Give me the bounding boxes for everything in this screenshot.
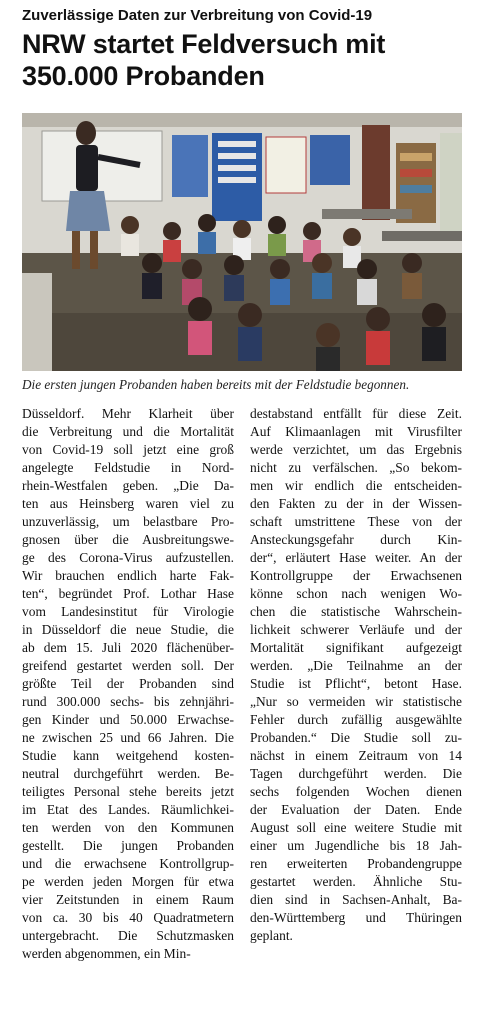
text-line: rhein-Westfalen geben. „Die Da- bbox=[22, 478, 234, 493]
text-line: pe werden jeden Morgen für etwa bbox=[22, 874, 234, 889]
text-line: vier Zeitstunden in einem Raum bbox=[22, 892, 234, 907]
text-line: lichkeit schwerer Verläufe und der bbox=[250, 622, 462, 637]
text-line: größte Teil der Probanden sind bbox=[22, 676, 234, 691]
text-line: unzuverlässig, um belastbare Pro- bbox=[22, 514, 234, 529]
text-line: werden abgenommen, ein Min- bbox=[22, 946, 191, 961]
text-line: rund 300.000 sechs- bis zehnjähri- bbox=[22, 694, 234, 709]
text-line: könne schon nach wenigen Wo- bbox=[250, 586, 462, 601]
text-line: „Nur so vermeiden wir statistische bbox=[250, 694, 462, 709]
text-line: teiligtes Personal stehe bereits jetzt bbox=[22, 784, 234, 799]
text-line: ab dem 15. Juli 2020 flächenüber- bbox=[22, 640, 234, 655]
text-line: der Evaluation der Daten. Ende bbox=[250, 802, 462, 817]
text-line: sechs folgenden Wochen dienen bbox=[250, 784, 462, 799]
photo-caption: Die ersten jungen Probanden haben bereits mit der Feldstudie begonnen. bbox=[22, 377, 410, 392]
text-line: gnosen über die Ausbreitungswe- bbox=[22, 532, 234, 547]
text-line: geplant. bbox=[250, 928, 293, 943]
text-line: Kontrollgruppe der Erwachsenen bbox=[250, 568, 462, 583]
text-line: Fehler durch zufällig ausgewählte bbox=[250, 712, 462, 727]
article-column-1 bbox=[22, 405, 234, 963]
text-line: ren erweiterten Probandengruppe bbox=[250, 856, 462, 871]
text-line: von Covid-19 soll jetzt eine groß bbox=[22, 442, 234, 457]
headline-line-1: NRW startet Feldversuch mit bbox=[22, 29, 386, 59]
text-line: gestellt. Die jungen Probanden bbox=[22, 838, 234, 853]
article-column-2 bbox=[250, 405, 462, 945]
text-line: werden. „Die Teilnahme an der bbox=[250, 658, 462, 673]
headline-line-2: 350.000 Probanden bbox=[22, 61, 265, 91]
text-line: den Fakten zu der in der Wissen- bbox=[250, 496, 462, 511]
text-line: Auf Klimaanlagen mit Virusfilter bbox=[250, 424, 462, 439]
text-line: neutral durchgeführt werden. Be- bbox=[22, 766, 234, 781]
text-line: den-Württemberg und Thüringen bbox=[250, 910, 462, 925]
text-line: werde verzichtet, um das Ergebnis bbox=[250, 442, 462, 457]
text-line: ten werden von den Kommunen bbox=[22, 820, 234, 835]
text-line: untergebracht. Die Schutzmasken bbox=[22, 928, 234, 943]
text-line: chen die statistische Wahrschein- bbox=[250, 604, 462, 619]
text-line: men wir endlich die entscheiden- bbox=[250, 478, 462, 493]
classroom-photo bbox=[22, 113, 462, 371]
text-line: Mortalität signifikant aufgezeigt bbox=[250, 640, 462, 655]
text-line: in Düsseldorf die neue Studie, die bbox=[22, 622, 234, 637]
text-line: destabstand entfällt für diese Zeit. bbox=[250, 406, 462, 421]
article-headline bbox=[22, 28, 462, 92]
text-line: die Verbreitung und die Mortalität bbox=[22, 424, 234, 439]
text-line: greifend gestartet werden soll. Der bbox=[22, 658, 234, 673]
text-line: dien sind in Sachsen-Anhalt, Ba- bbox=[250, 892, 462, 907]
text-line: einer um Jugendliche bis 18 Jah- bbox=[250, 838, 462, 853]
text-line: im Etat des Landes. Räumlichkei- bbox=[22, 802, 234, 817]
text-line: ten“, begründet Prof. Lothar Hase bbox=[22, 586, 234, 601]
text-line: von ca. 30 bis 40 Quadratmetern bbox=[22, 910, 234, 925]
article-kicker: Zuverlässige Daten zur Verbreitung von Covid-19 bbox=[22, 7, 373, 24]
text-line: August soll eine weitere Studie mit bbox=[250, 820, 462, 835]
text-line: Ansteckungsgefahr durch Kin- bbox=[250, 532, 462, 547]
text-line: ne zwischen 25 und 66 Jahren. Die bbox=[22, 730, 234, 745]
text-line: und die erwachsene Kontrollgrup- bbox=[22, 856, 234, 871]
text-line: nicht zu verfälschen. „So bekom- bbox=[250, 460, 462, 475]
text-line: Düsseldorf. Mehr Klarheit über bbox=[22, 406, 234, 421]
text-line: Studie ist Pflicht“, betont Hase. bbox=[250, 676, 462, 691]
text-line: ten aus Heinsberg waren viel zu bbox=[22, 496, 234, 511]
text-line: angelegte Feldstudie in Nord- bbox=[22, 460, 234, 475]
text-line: gen Kinder und 50.000 Erwachse- bbox=[22, 712, 234, 727]
text-line: vom Landesinstitut für Virologie bbox=[22, 604, 234, 619]
text-line: Wir brauchen endlich harte Fak- bbox=[22, 568, 234, 583]
text-line: ge des Corona-Virus aufzustellen. bbox=[22, 550, 234, 565]
text-line: nächst in einem Zeitraum von 14 bbox=[250, 748, 462, 763]
text-line: Studie kann weitgehend kosten- bbox=[22, 748, 234, 763]
text-line: der“, erläutert Hase weiter. An der bbox=[250, 550, 462, 565]
text-line: schaft umstrittene These von der bbox=[250, 514, 462, 529]
text-line: Tagen durchgeführt werden. Die bbox=[250, 766, 462, 781]
text-line: Probanden.“ Die Studie soll zu- bbox=[250, 730, 462, 745]
text-line: gestartet werden. Ähnliche Stu- bbox=[250, 874, 462, 889]
